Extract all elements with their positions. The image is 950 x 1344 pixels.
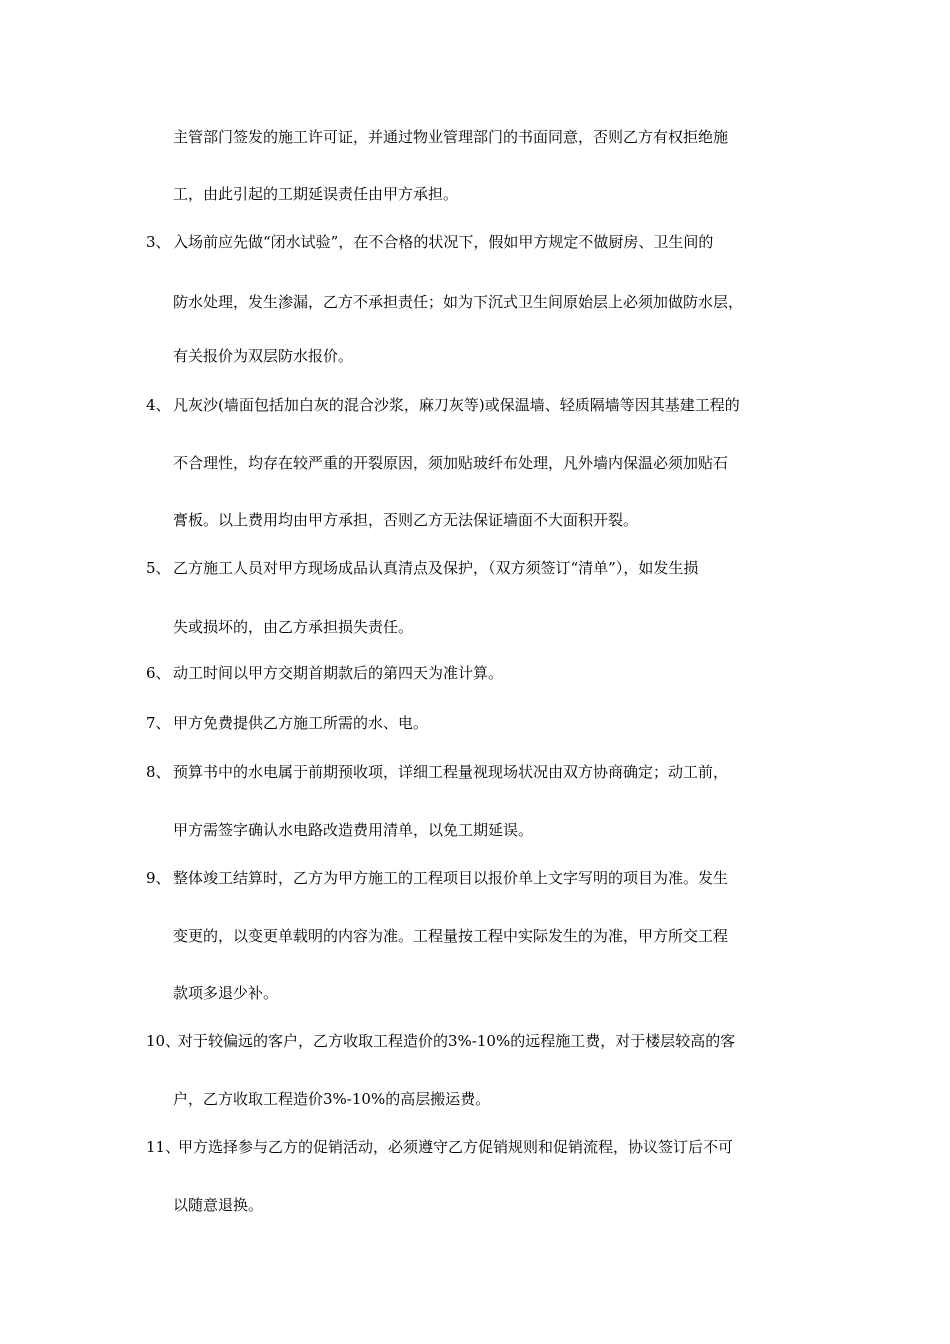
paragraph-line: 变更的，以变更单载明的内容为准。工程量按工程中实际发生的为准，甲方所交工程: [173, 927, 729, 945]
paragraph-line: 动工时间以甲方交期首期款后的第四天为准计算。: [173, 664, 504, 682]
paragraph-line: 整体竣工结算时，乙方为甲方施工的工程项目以报价单上文字写明的项目为准。发生: [173, 869, 729, 887]
item-number: 4、: [146, 396, 171, 414]
item-number: 5、: [146, 559, 171, 577]
paragraph-line: 甲方免费提供乙方施工所需的水、电。: [173, 714, 429, 732]
paragraph-line: 以随意退换。: [173, 1196, 264, 1214]
item-number: 8、: [146, 763, 171, 781]
paragraph-line: 甲方需签字确认水电路改造费用清单，以免工期延误。: [173, 821, 534, 839]
paragraph-line: 工，由此引起的工期延误责任由甲方承担。: [173, 185, 459, 203]
paragraph-line: 入场前应先做“闭水试验”，在不合格的状况下，假如甲方规定不做厨房、卫生间的: [173, 233, 714, 251]
item-number: 3、: [146, 233, 171, 251]
paragraph-line: 防水处理，发生渗漏，乙方不承担责任；如为下沉式卫生间原始层上必须加做防水层，: [173, 293, 744, 311]
paragraph-line: 甲方选择参与乙方的促销活动，必须遵守乙方促销规则和促销流程，协议签订后不可: [178, 1138, 734, 1156]
paragraph-line: 有关报价为双层防水报价。: [173, 347, 354, 365]
paragraph-line: 对于较偏远的客户，乙方收取工程造价的3%-10%的远程施工费，对于楼层较高的客: [178, 1032, 736, 1050]
item-number: 10、: [146, 1032, 181, 1050]
paragraph-line: 膏板。以上费用均由甲方承担，否则乙方无法保证墙面不大面积开裂。: [173, 511, 639, 529]
paragraph-line: 主管部门签发的施工许可证，并通过物业管理部门的书面同意，否则乙方有权拒绝施: [173, 128, 729, 146]
paragraph-line: 预算书中的水电属于前期预收项，详细工程量视现场状况由双方协商确定；动工前，: [173, 763, 729, 781]
paragraph-line: 款项多退少补。: [173, 984, 279, 1002]
item-number: 11、: [146, 1138, 181, 1156]
item-number: 7、: [146, 714, 171, 732]
paragraph-line: 乙方施工人员对甲方现场成品认真清点及保护，（双方须签订“清单”），如发生损: [173, 559, 699, 577]
paragraph-line: 不合理性，均存在较严重的开裂原因，须加贴玻纤布处理，凡外墙内保温必须加贴石: [173, 454, 729, 472]
paragraph-line: 户，乙方收取工程造价3%-10%的高层搬运费。: [173, 1090, 491, 1108]
paragraph-line: 失或损坏的，由乙方承担损失责任。: [173, 618, 414, 636]
item-number: 9、: [146, 869, 171, 887]
item-number: 6、: [146, 664, 171, 682]
paragraph-line: 凡灰沙(墙面包括加白灰的混合沙浆，麻刀灰等)或保温墙、轻质隔墙等因其基建工程的: [173, 396, 740, 414]
